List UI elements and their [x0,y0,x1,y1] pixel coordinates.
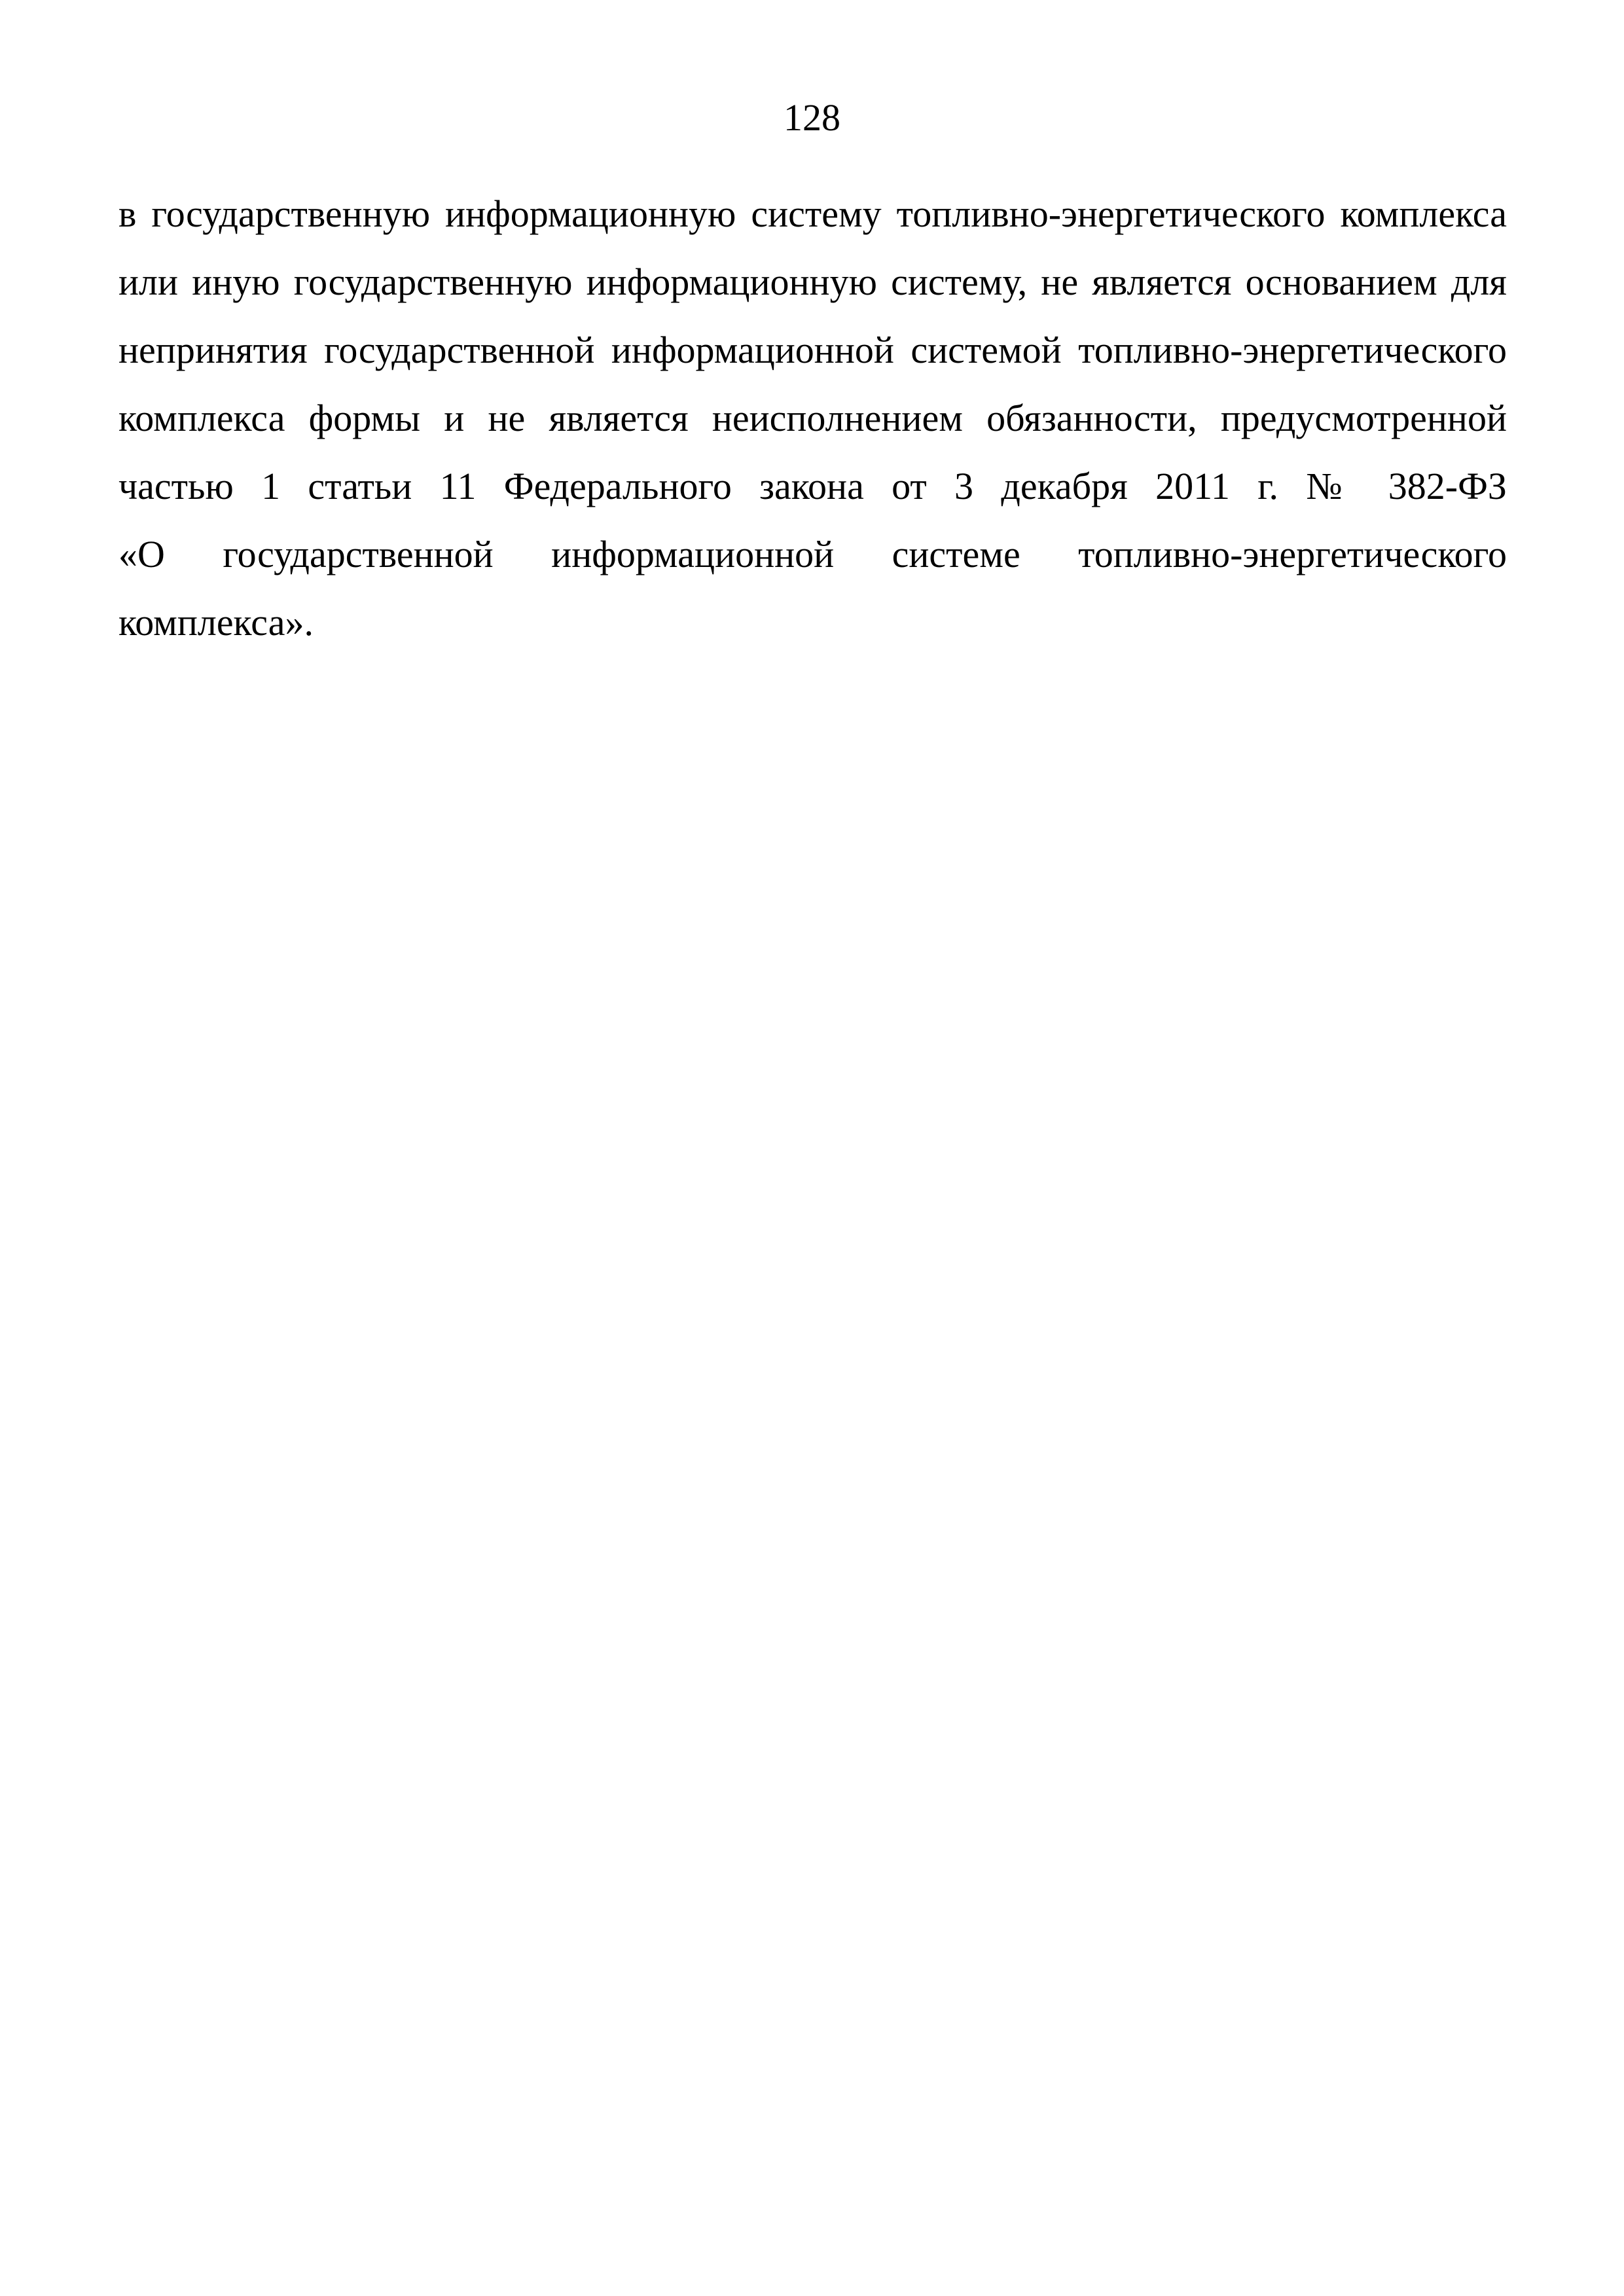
text-line-4: комплекса формы и не является неисполнением обязанности, предусмотренной [118,397,1507,439]
body-paragraph [118,180,1507,657]
text-line-2: или иную государственную информационную систему, не является основанием для [118,261,1507,303]
page-number: 128 [784,96,840,139]
text-line-3: непринятия государственной информационной системой топливно-энергетического [118,329,1507,371]
text-line-5: частью 1 статьи 11 Федерального закона от 3 декабря 2011 г. № 382-ФЗ [118,465,1507,507]
text-line-1: в государственную информационную систему топливно-энергетического комплекса [118,192,1507,235]
text-line-6: «О государственной информационной системе топливно-энергетического [118,533,1507,575]
text-line-7: комплекса». [118,601,314,644]
